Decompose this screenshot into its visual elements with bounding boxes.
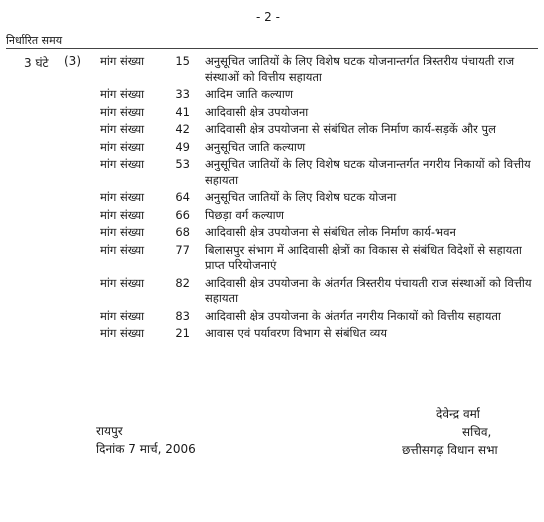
demand-description: आवास एवं पर्यावरण विभाग से संबंधित व्यय	[205, 326, 388, 340]
signatory-name: देवेन्द्र वर्मा	[436, 407, 480, 421]
demand-number: 77	[175, 242, 190, 257]
demand-label: मांग संख्या	[100, 139, 145, 154]
demand-label: मांग संख्या	[100, 308, 145, 323]
demand-row	[0, 225, 544, 241]
demand-label: मांग संख्या	[100, 190, 145, 204]
demand-label: मांग संख्या	[100, 54, 145, 68]
demand-number: 66	[175, 207, 190, 222]
demand-description: अनुसूचित जाति कल्याण	[205, 139, 306, 154]
demand-number: 68	[175, 225, 190, 239]
demand-number: 53	[175, 157, 190, 171]
demand-row	[0, 54, 544, 85]
demand-description: आदिवासी क्षेत्र उपयोजना	[205, 104, 309, 119]
demand-label: मांग संख्या	[100, 225, 145, 239]
demand-label: मांग संख्या	[100, 104, 145, 119]
demand-label: मांग संख्या	[100, 87, 145, 101]
demand-label: मांग संख्या	[100, 207, 145, 222]
demand-row	[0, 87, 544, 103]
signatory-title: सचिव,	[462, 425, 492, 439]
demand-number: 42	[175, 122, 190, 136]
demand-row	[0, 326, 544, 342]
demand-description: पिछड़ा वर्ग कल्याण	[205, 207, 284, 222]
demand-list	[0, 52, 544, 342]
demand-row	[0, 208, 544, 224]
hours-value: 3 घंटे	[24, 56, 49, 70]
demand-description: बिलासपुर संभाग में आदिवासी क्षेत्रों का विकास से संबंधित विदेशों से सहायता प्राप्त परियोजनाएं	[205, 242, 522, 272]
demand-row	[0, 190, 544, 206]
demand-description: अनुसूचित जातियों के लिए विशेष घटक योजना	[205, 190, 397, 204]
item-number: (3)	[64, 54, 81, 68]
demand-description: आदिवासी क्षेत्र उपयोजना से संबंधित लोक निर्माण कार्य-सड़कें और पुल	[205, 122, 496, 136]
place: रायपुर	[96, 424, 123, 438]
demand-label: मांग संख्या	[100, 242, 145, 257]
time-allotted-label: निर्धारित समय	[6, 34, 63, 47]
demand-number: 21	[175, 326, 190, 340]
demand-number: 64	[175, 190, 190, 204]
demand-row	[0, 309, 544, 325]
demand-label: मांग संख्या	[100, 157, 145, 171]
demand-number: 49	[175, 139, 190, 154]
demand-row	[0, 122, 544, 138]
demand-number: 41	[175, 104, 190, 119]
demand-description: अनुसूचित जातियों के लिए विशेष घटक योजनान्तर्गत त्रिस्तरीय पंचायती राज संस्थाओं को वित्तीय सहायता	[205, 54, 515, 84]
demand-number: 33	[175, 87, 190, 101]
demand-description: आदिम जाति कल्याण	[205, 87, 294, 101]
demand-number: 83	[175, 308, 190, 323]
signatory-organization: छत्तीसगढ़ विधान सभा	[402, 443, 498, 457]
header-divider	[6, 48, 538, 49]
demand-label: मांग संख्या	[100, 275, 145, 290]
demand-number: 15	[175, 54, 190, 68]
demand-label: मांग संख्या	[100, 326, 145, 340]
demand-description: आदिवासी क्षेत्र उपयोजना के अंतर्गत नगरीय निकायों को वित्तीय सहायता	[205, 308, 501, 323]
demand-row	[0, 276, 544, 307]
demand-description: आदिवासी क्षेत्र उपयोजना से संबंधित लोक निर्माण कार्य-भवन	[205, 225, 456, 239]
demand-row	[0, 157, 544, 188]
demand-description: आदिवासी क्षेत्र उपयोजना के अंतर्गत त्रिस्तरीय पंचायती राज संस्थाओं को वित्तीय सहायता	[205, 275, 532, 305]
demand-row	[0, 140, 544, 156]
page-number: - 2 -	[256, 10, 280, 24]
demand-label: मांग संख्या	[100, 122, 145, 136]
demand-row	[0, 243, 544, 274]
demand-row	[0, 105, 544, 121]
date: दिनांक 7 मार्च, 2006	[96, 442, 196, 456]
demand-description: अनुसूचित जातियों के लिए विशेष घटक योजनान्तर्गत नगरीय निकायों को वित्तीय सहायता	[205, 157, 531, 187]
demand-number: 82	[175, 275, 190, 290]
